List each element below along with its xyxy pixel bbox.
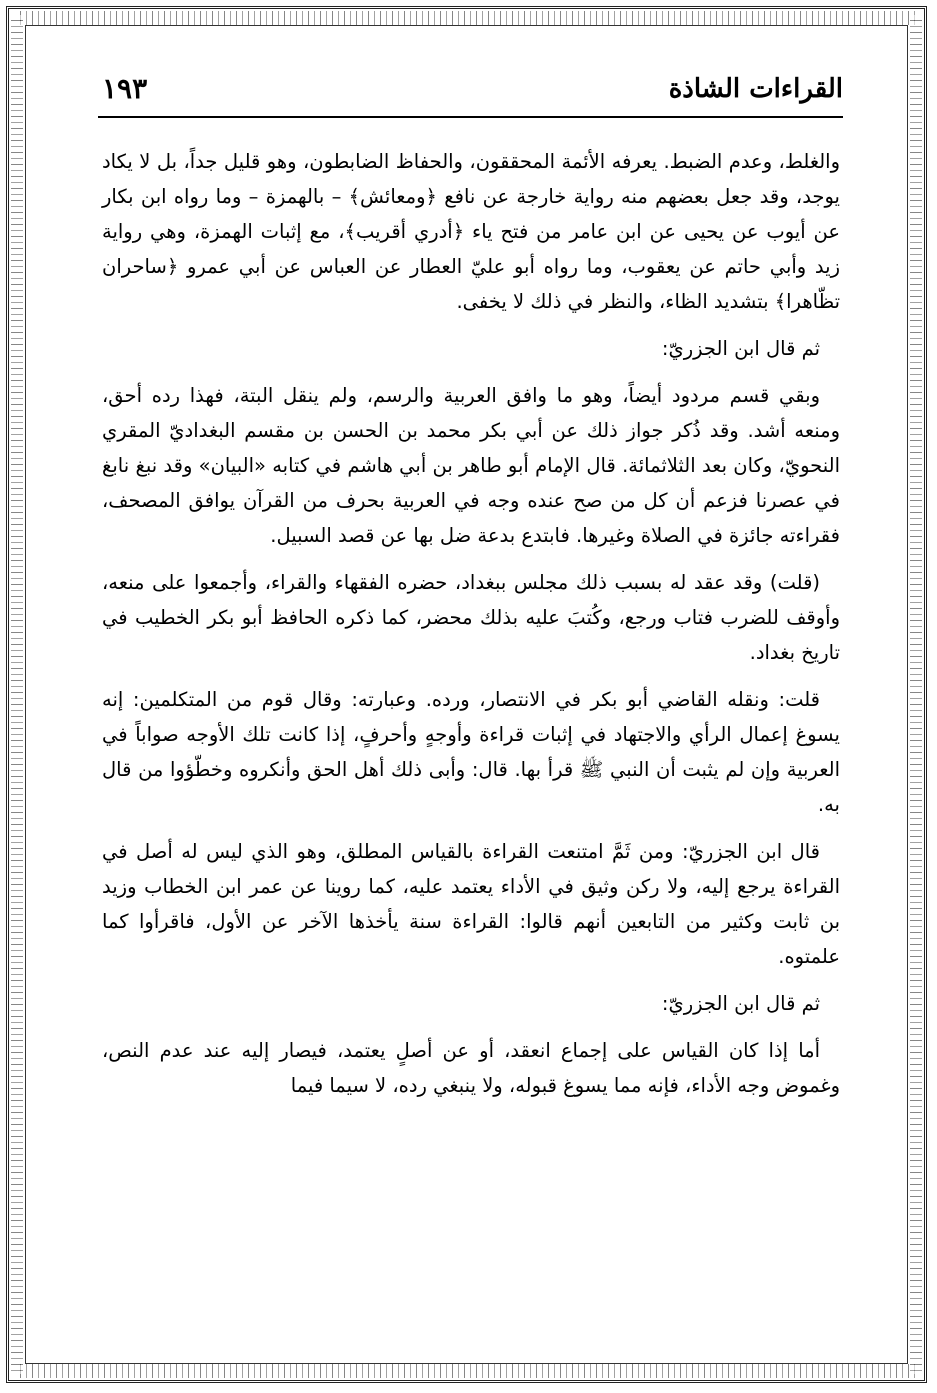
page-header [98, 68, 843, 118]
subheading: ثم قال ابن الجزريّ: [661, 992, 820, 1015]
decorative-border-bottom [15, 1364, 918, 1378]
page-number: ١٩٣ [102, 72, 148, 105]
paragraph: (قلت) وقد عقد له بسبب ذلك مجلس ببغداد، حضره الفقهاء والقراء، وأجمعوا على منعه، وأوقف للضرب فتاب ورجع، وكُتبَ عليه بذلك محضر، كما ذكره الحافظ أبو بكر الخطيب في تاريخ بغداد. [102, 571, 840, 664]
paragraph: أما إذا كان القياس على إجماع انعقد، أو عن أصلٍ يعتمد، فيصار إليه عند عدم النص، وغموض وجه الأداء، فإنه مما يسوغ قبوله، ولا ينبغي رده، لا سيما فيما [102, 1039, 840, 1097]
page-body [102, 144, 840, 1115]
running-title: القراءات الشاذة [668, 74, 843, 104]
paragraph: والغلط، وعدم الضبط. يعرفه الأئمة المحققون، والحفاظ الضابطون، وهو قليل جداً، بل لا يكاد يوجد، وقد جعل بعضهم منه رواية خارجة عن نافع ﴿ومعائش﴾ – بالهمزة – وما رواه ابن بكار عن أيوب عن يحيى عن ابن عامر من فتح ياء ﴿أدري أقريب﴾، مع إثبات الهمزة، وهي رواية زيد وأبي حاتم عن يعقوب، وما رواه أبو عليّ العطار عن العباس عن أبي عمرو ﴿ساحران تظّاهرا﴾ بتشديد الظاء، والنظر في ذلك لا يخفى. [102, 150, 840, 313]
subheading: ثم قال ابن الجزريّ: [661, 337, 820, 360]
decorative-border-top [15, 11, 918, 25]
paragraph: قلت: ونقله القاضي أبو بكر في الانتصار، ورده. وعبارته: وقال قوم من المتكلمين: إنه يسوغ إعمال الرأي والاجتهاد في إثبات قراءة وأوجهٍ وأحرفٍ، إذا كانت تلك الأوجه صواباً في العربية وإن لم يثبت أن النبي ﷺ قرأ بها. قال: وأبى ذلك أهل الحق وأنكروه وخطّؤوا من قال به. [102, 688, 840, 816]
paragraph: وبقي قسم مردود أيضاً، وهو ما وافق العربية والرسم، ولم ينقل البتة، فهذا رده أحق، ومنعه أشد. وقد ذُكر جواز ذلك عن أبي بكر محمد بن الحسن بن مقسم البغداديّ المقري النحويّ، وكان بعد الثلاثمائة. قال الإمام أبو طاهر بن أبي هاشم في كتابه «البيان» وقد نبغ نابغ في عصرنا فزعم أن كل من صح عنده وجه في العربية بحرف من القرآن يوافق المصحف، فقراءته جائزة في الصلاة وغيرها. فابتدع بدعة ضل بها عن قصد السبيل. [102, 384, 840, 547]
paragraph: قال ابن الجزريّ: ومن ثَمَّ امتنعت القراءة بالقياس المطلق، وهو الذي ليس له أصل في القراءة يرجع إليه، ولا ركن وثيق في الأداء يعتمد عليه، كما روينا عن عمر ابن الخطاب وزيد بن ثابت وكثير من التابعين أنهم قالوا: القراءة سنة يأخذها الآخر عن الأول، فاقرأوا كما علمتوه. [102, 840, 840, 968]
decorative-border-right [910, 15, 922, 1374]
decorative-border-left [11, 15, 23, 1374]
